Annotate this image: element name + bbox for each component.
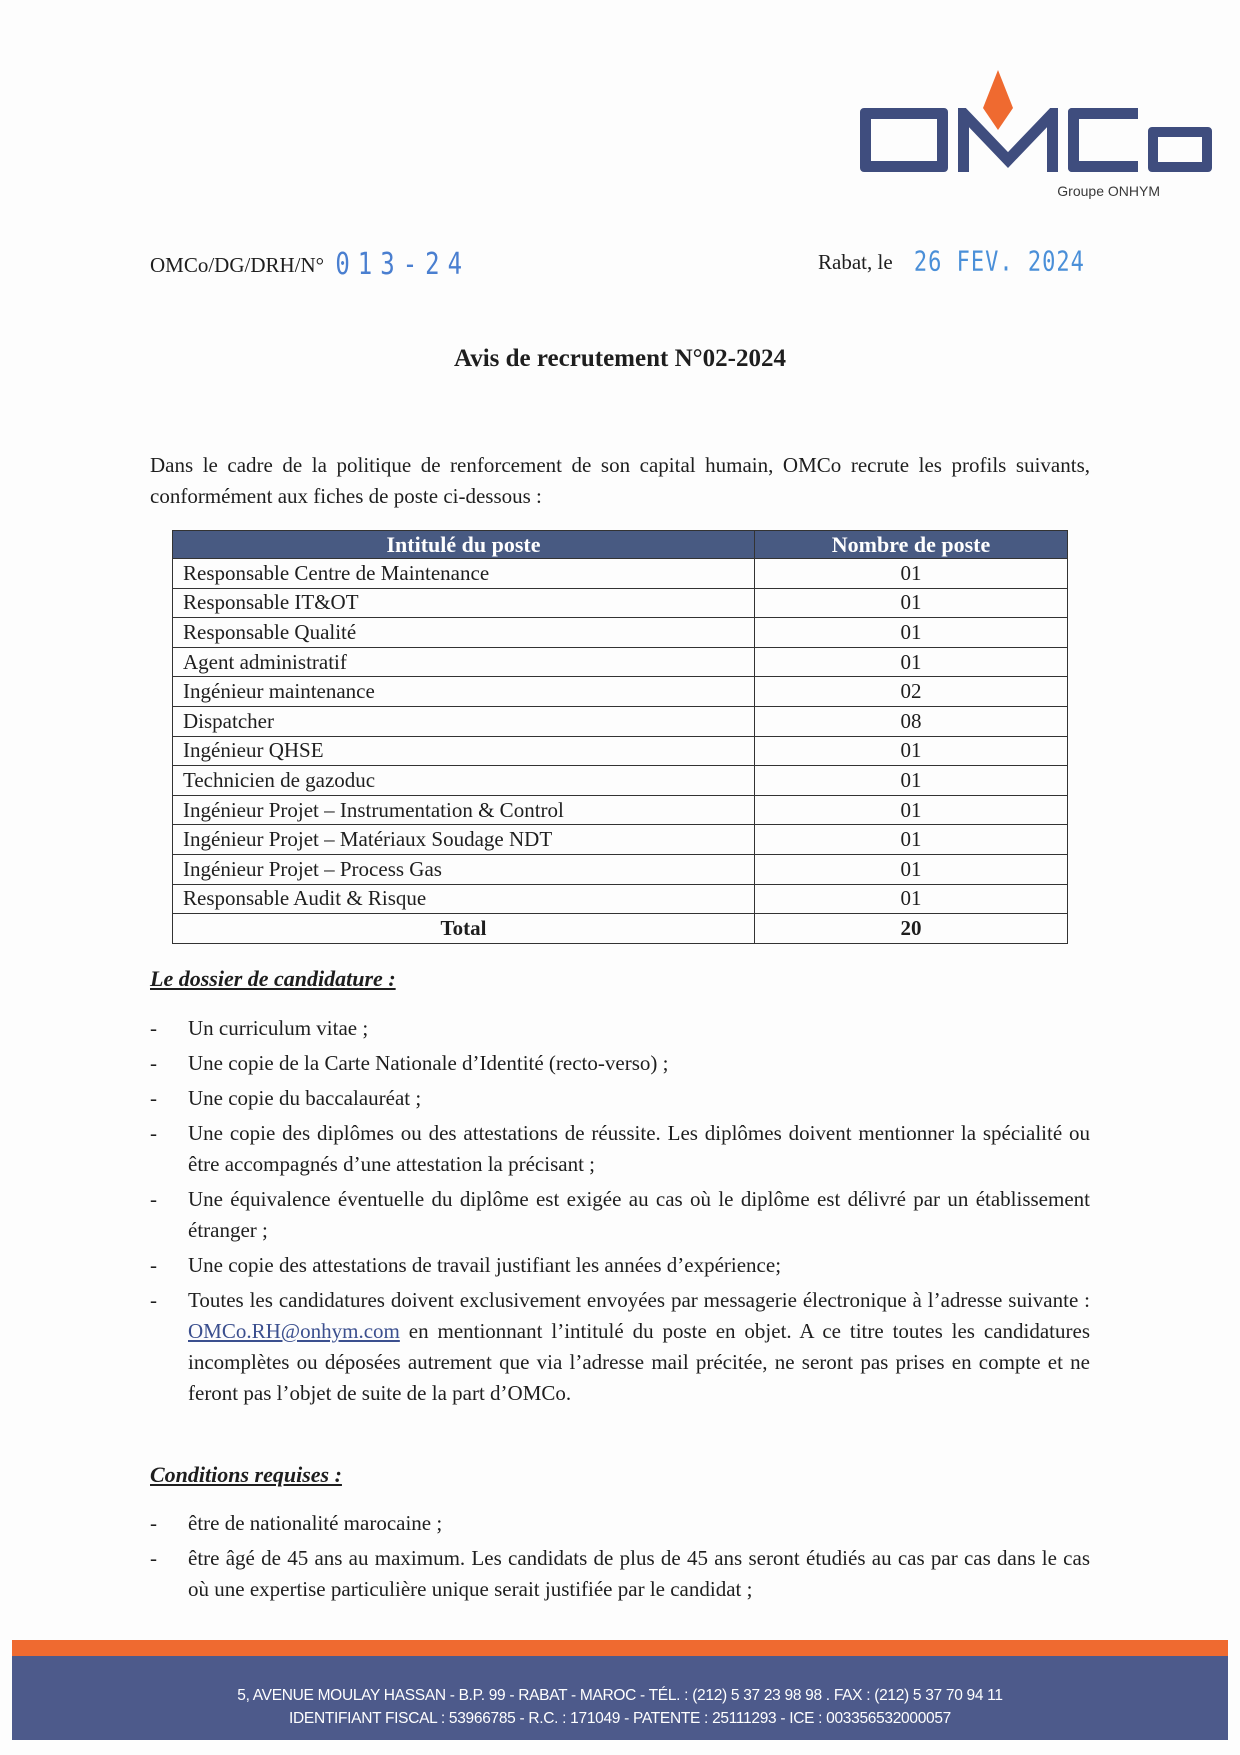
header-nombre: Nombre de poste <box>755 531 1068 559</box>
poste-cell: Ingénieur maintenance <box>173 677 755 707</box>
logo-letter-m <box>958 108 1058 172</box>
nombre-cell: 01 <box>755 766 1068 796</box>
list-item: - Une copie des attestations de travail justifiant les années d’expérience; <box>150 1250 1090 1281</box>
table-row <box>173 736 1068 766</box>
email-link[interactable]: OMCo.RH@onhym.com <box>188 1319 400 1343</box>
footer <box>12 1656 1228 1740</box>
dash-bullet: - <box>150 1051 157 1075</box>
nombre-cell: 01 <box>755 588 1068 618</box>
logo-letter-small-o <box>1148 127 1212 172</box>
dossier-heading: Le dossier de candidature : <box>150 966 396 991</box>
nombre-cell: 01 <box>755 736 1068 766</box>
table-total-row <box>173 914 1068 944</box>
list-item: - Une copie de la Carte Nationale d’Identité (recto-verso) ; <box>150 1048 1090 1079</box>
footer-legal-ids: IDENTIFIANT FISCAL : 53966785 - R.C. : 171049 - PATENTE : 25111293 - ICE : 003356532000057 <box>289 1710 951 1727</box>
total-value: 20 <box>755 914 1068 944</box>
nombre-cell: 01 <box>755 854 1068 884</box>
dash-bullet: - <box>150 1016 157 1040</box>
poste-cell: Dispatcher <box>173 706 755 736</box>
document-date <box>818 246 1085 279</box>
poste-cell: Responsable IT&OT <box>173 588 755 618</box>
list-item: - Une équivalence éventuelle du diplôme est exigée au cas où le diplôme est délivré par un établissement étranger ; <box>150 1184 1090 1246</box>
nombre-cell: 02 <box>755 677 1068 707</box>
reference-prefix: OMCo/DG/DRH/N° <box>150 253 325 277</box>
logo-letter-o <box>860 108 948 172</box>
dash-bullet: - <box>150 1121 157 1145</box>
table-header-row <box>173 531 1068 559</box>
date-prefix: Rabat, le <box>818 250 893 274</box>
dash-bullet: - <box>150 1086 157 1110</box>
list-item: - être âgé de 45 ans au maximum. Les candidats de plus de 45 ans seront étudiés au cas par cas dans le cas où une expertise particulière unique serait justifiée par le candidat ; <box>150 1543 1090 1605</box>
table-row <box>173 825 1068 855</box>
nombre-cell: 01 <box>755 825 1068 855</box>
poste-cell: Responsable Audit & Risque <box>173 884 755 914</box>
table-row <box>173 795 1068 825</box>
table-row <box>173 647 1068 677</box>
nombre-cell: 08 <box>755 706 1068 736</box>
nombre-cell: 01 <box>755 647 1068 677</box>
nombre-cell: 01 <box>755 559 1068 589</box>
omco-logo <box>860 70 1170 205</box>
table-row <box>173 706 1068 736</box>
footer-address: 5, AVENUE MOULAY HASSAN - B.P. 99 - RABAT - MAROC - TÉL. : (212) 5 37 23 98 98 . FAX : (212) 5 37 70 94 11 <box>237 1687 1003 1704</box>
poste-cell: Agent administratif <box>173 647 755 677</box>
list-item-email: - Toutes les candidatures doivent exclusivement envoyées par messagerie électronique à l’adresse suivante : OMCo.RH@onhym.com en mentionnant l’intitulé du poste en objet. A ce titre toutes les candidatures incomplètes ou déposées autrement que via l’adresse mail précitée, ne seront pas prises en compte et ne feront pas l’objet de suite de la part d’OMCo. <box>150 1285 1090 1409</box>
list-item: - Une copie du baccalauréat ; <box>150 1083 1090 1114</box>
table-row <box>173 766 1068 796</box>
reference-stamp: 013-24 <box>335 246 471 282</box>
table-row <box>173 618 1068 648</box>
table-row <box>173 854 1068 884</box>
date-stamp: 26 FEV. 2024 <box>913 246 1085 279</box>
poste-cell: Ingénieur Projet – Instrumentation & Control <box>173 795 755 825</box>
nombre-cell: 01 <box>755 884 1068 914</box>
poste-cell: Responsable Qualité <box>173 618 755 648</box>
header-intitule: Intitulé du poste <box>173 531 755 559</box>
poste-cell: Ingénieur Projet – Matériaux Soudage NDT <box>173 825 755 855</box>
poste-cell: Technicien de gazoduc <box>173 766 755 796</box>
dash-bullet: - <box>150 1511 157 1535</box>
dash-bullet: - <box>150 1253 157 1277</box>
list-item: - Un curriculum vitae ; <box>150 1013 1090 1044</box>
table-row <box>173 884 1068 914</box>
table-row <box>173 559 1068 589</box>
logo-letter-c <box>1068 108 1138 172</box>
poste-cell: Responsable Centre de Maintenance <box>173 559 755 589</box>
dash-bullet: - <box>150 1288 157 1312</box>
nombre-cell: 01 <box>755 618 1068 648</box>
list-item: - être de nationalité marocaine ; <box>150 1508 1090 1539</box>
table-row <box>173 588 1068 618</box>
poste-cell: Ingénieur Projet – Process Gas <box>173 854 755 884</box>
conditions-heading: Conditions requises : <box>150 1462 342 1487</box>
list-item: - Une copie des diplômes ou des attestations de réussite. Les diplômes doivent mentionner la spécialité ou être accompagnés d’une attestation la précisant ; <box>150 1118 1090 1180</box>
dash-bullet: - <box>150 1546 157 1570</box>
nombre-cell: 01 <box>755 795 1068 825</box>
intro-paragraph: Dans le cadre de la politique de renforcement de son capital humain, OMCo recrute les profils suivants, conformément aux fiches de poste ci-dessous : <box>150 453 1090 508</box>
total-label: Total <box>173 914 755 944</box>
dash-bullet: - <box>150 1187 157 1211</box>
logo-subtitle: Groupe ONHYM <box>1057 183 1160 199</box>
reference-number <box>150 246 471 282</box>
conditions-list <box>150 1508 1090 1609</box>
logo-wordmark <box>860 108 1212 172</box>
dossier-list <box>150 1013 1090 1413</box>
poste-cell: Ingénieur QHSE <box>173 736 755 766</box>
footer-accent-bar <box>12 1640 1228 1656</box>
page-title: Avis de recrutement N°02-2024 <box>454 345 786 372</box>
table-row <box>173 677 1068 707</box>
positions-table <box>172 530 1068 944</box>
